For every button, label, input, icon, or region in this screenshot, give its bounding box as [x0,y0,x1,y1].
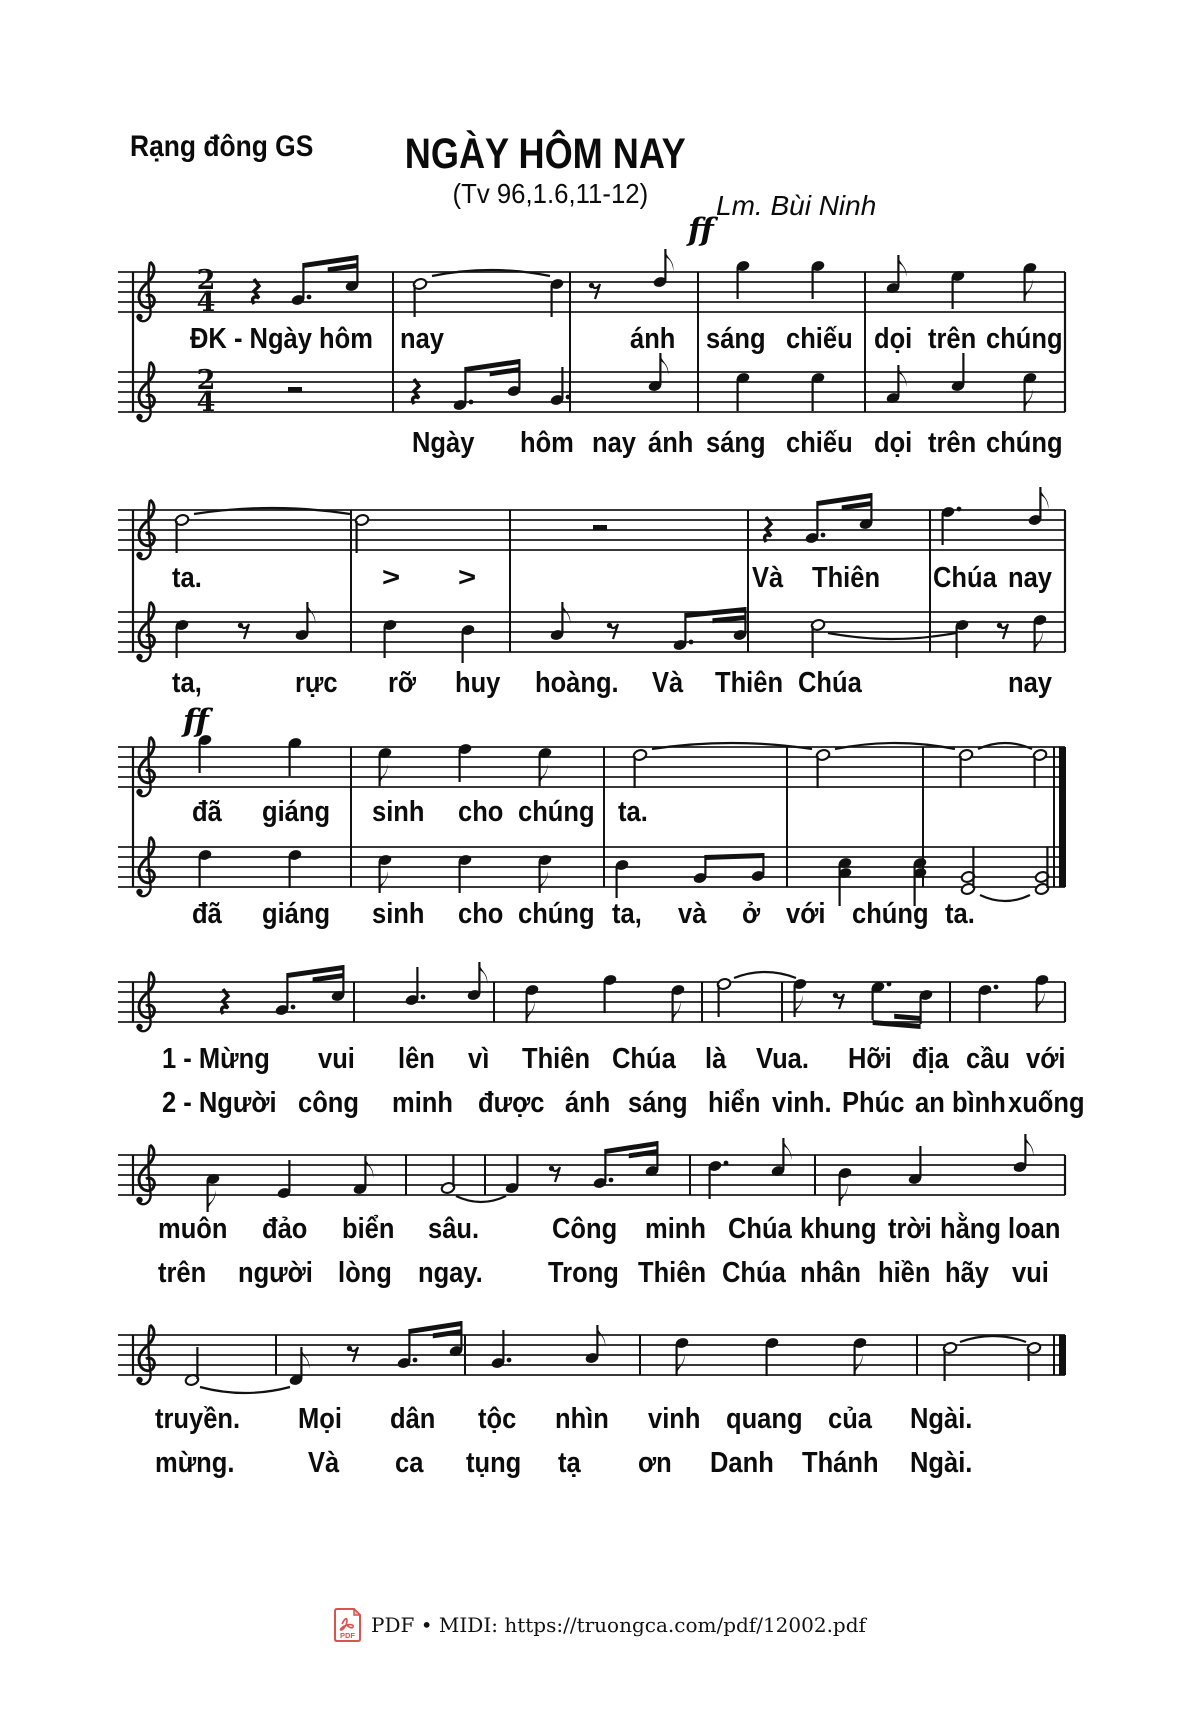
lyric-word: sinh [372,898,425,930]
lyric-word: Thiên [715,667,784,699]
staff-system-5 [0,1125,1200,1225]
lyric-word: ánh [565,1087,611,1119]
lyric-word: chúng [518,898,595,930]
lyric-word: Chúa [933,562,997,594]
lyric-word: giáng [262,898,331,930]
lyric-word: dọi [874,427,913,459]
lyric-word: ở [742,898,761,930]
lyric-word: tạ [558,1447,581,1479]
lyric-word: Và [652,667,684,699]
lyric-word: ca [395,1447,424,1479]
lyric-word: muôn [158,1213,228,1245]
lyric-word: nay [1008,562,1052,594]
lyric-word: Vua. [756,1043,809,1075]
lyric-word: nhân [800,1257,861,1289]
lyric-word: minh [392,1087,453,1119]
lyric-word: cho [458,898,504,930]
lyric-word: ta. [618,796,648,828]
lyric-word: trời [888,1213,932,1245]
lyric-word: Chúa [728,1213,792,1245]
lyric-word: dọi [874,323,913,355]
lyric-word: ánh [648,427,694,459]
lyric-word: cầu [966,1043,1010,1075]
lyric-word: vinh. [772,1087,832,1119]
lyric-word: Ngài. [910,1403,973,1435]
lyric-word: với [786,898,826,930]
lyric-word: công [298,1087,359,1119]
lyric-word: ngay. [418,1257,483,1289]
svg-text:4: 4 [196,387,216,418]
lyric-word: hiển [708,1087,761,1119]
lyric-word: Và [308,1447,340,1479]
lyric-word: minh [645,1213,706,1245]
svg-text:4: 4 [196,287,216,318]
lyric-word: Ngài. [910,1447,973,1479]
lyric-word: Hỡi [848,1043,892,1075]
lyric-word: người [238,1257,313,1289]
lyric-word: biển [342,1213,395,1245]
lyric-word: chúng [518,796,595,828]
lyric-word: Danh [710,1447,774,1479]
lyric-word: vui [1012,1257,1049,1289]
lyric-word: rỡ [388,667,417,699]
lyric-word: đảo [262,1213,308,1245]
lyric-word: vui [318,1043,355,1075]
lyric-word: loan [1008,1213,1061,1245]
lyric-word: 2 - Người [162,1087,277,1119]
lyric-word: an [915,1087,945,1119]
lyric-word: lòng [338,1257,392,1289]
accent-mark: > [458,562,477,592]
lyric-word: đã [192,898,222,930]
lyric-word: Thánh [802,1447,879,1479]
lyric-word: ta. [945,898,975,930]
lyric-word: hôm [520,427,574,459]
lyric-word: hằng [940,1213,1001,1245]
dynamic-marking: ff [183,703,209,739]
lyric-word: huy [455,667,501,699]
staff-system-6 [0,1305,1200,1405]
lyric-word: ta, [612,898,642,930]
staff-system-4 [0,955,1200,1050]
lyric-word: của [828,1403,872,1435]
lyric-word: đã [192,796,222,828]
footer-link[interactable]: PDF • MIDI: https://truongca.com/pdf/12002.pdf [371,1613,866,1637]
lyric-word: nhìn [555,1403,609,1435]
lyric-word: chúng [986,323,1063,355]
lyric-word: xuống [1008,1087,1085,1119]
footer [0,1608,1200,1642]
lyric-word: hãy [945,1257,989,1289]
lyric-word: địa [912,1043,949,1075]
lyric-word: Công [552,1213,618,1245]
lyric-word: Ngày [412,427,475,459]
lyric-word: giáng [262,796,331,828]
lyric-word: Thiên [638,1257,707,1289]
lyric-word: bình [952,1087,1006,1119]
lyric-word: truyền. [155,1403,241,1435]
pdf-file-icon [334,1608,361,1642]
lyric-word: vinh [648,1403,701,1435]
page-title: NGÀY HÔM NAY [404,130,686,178]
lyric-word: ta. [172,562,202,594]
lyric-word: cho [458,796,504,828]
lyric-word: 1 - Mừng [162,1043,270,1075]
collection-label: Rạng đông GS [130,130,314,163]
lyric-word: nay [1008,667,1052,699]
lyric-word: Chúa [722,1257,786,1289]
lyric-word: và [678,898,707,930]
lyric-word: trên [928,427,977,459]
lyric-word: Chúa [798,667,862,699]
lyric-word: rực [295,667,338,699]
svg-text:2: 2 [196,265,216,296]
lyric-word: lên [398,1043,435,1075]
lyric-word: ĐK - Ngày hôm [190,323,373,355]
lyric-word: chúng [986,427,1063,459]
lyric-word: sáng [706,323,766,355]
lyric-word: dân [390,1403,436,1435]
lyric-word: sinh [372,796,425,828]
lyric-word: sáng [628,1087,688,1119]
psalm-reference: (Tv 96,1.6,11-12) [452,178,648,209]
lyric-word: ơn [638,1447,672,1479]
lyric-word: với [1026,1043,1066,1075]
lyric-word: hoàng. [535,667,619,699]
lyric-word: hiền [878,1257,931,1289]
lyric-word: là [705,1043,727,1075]
subtitle-row [0,178,1100,210]
lyric-word: ta, [172,667,202,699]
lyric-word: mừng. [155,1447,235,1479]
lyric-word: Thiên [522,1043,591,1075]
accent-mark: > [382,562,401,592]
lyric-word: Trong [548,1257,619,1289]
lyric-word: vì [468,1043,490,1075]
svg-text:PDF: PDF [340,1631,356,1640]
title-row [0,130,1090,179]
lyric-word: Và [752,562,784,594]
lyric-word: Thiên [812,562,881,594]
lyric-word: chiếu [786,323,853,355]
lyric-word: Phúc [842,1087,905,1119]
lyric-word: tụng [466,1447,522,1479]
lyric-word: sáng [706,427,766,459]
lyric-word: nay [592,427,636,459]
lyric-word: trên [158,1257,207,1289]
lyric-word: chiếu [786,427,853,459]
staff-system-3 [0,700,1200,955]
lyric-word: Mọi [298,1403,342,1435]
lyric-word: nay [400,323,444,355]
lyric-word: được [478,1087,545,1119]
lyric-word: Chúa [612,1043,676,1075]
lyric-word: chúng [852,898,929,930]
lyric-word: trên [928,323,977,355]
dynamic-marking: ff [688,212,714,248]
lyric-word: ánh [630,323,676,355]
lyric-word: tộc [478,1403,517,1435]
lyric-word: sâu. [428,1213,480,1245]
lyric-word: khung [800,1213,877,1245]
svg-text:2: 2 [196,365,216,396]
lyric-word: quang [726,1403,803,1435]
composer-credit: Lm. Bùi Ninh [716,190,877,221]
